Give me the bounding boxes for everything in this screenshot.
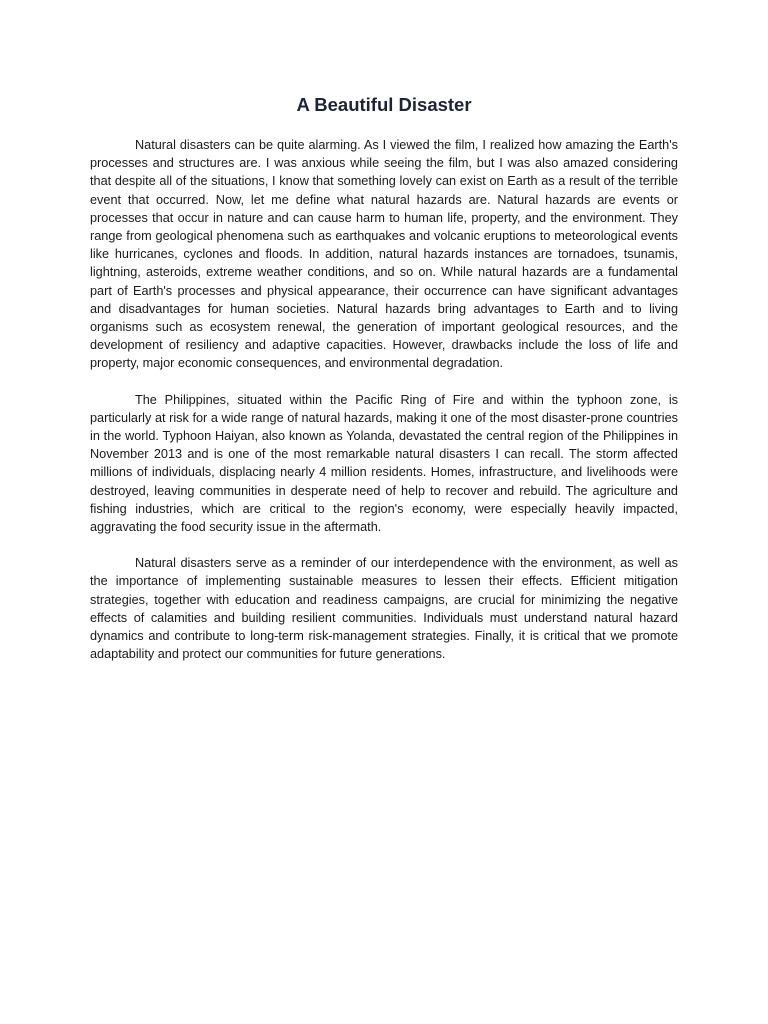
paragraph-1: Natural disasters can be quite alarming. As I viewed the film, I realized how amazing the Earth's processes and structures are. I was anxious while seeing the film, but I was also amazed considering that despite all of the situations, I know that something lovely can exist on Earth as a result of the terrible event that occurred. Now, let me define what natural hazards are. Natural hazards are events or processes that occur in nature and can cause harm to human life, property, and the environment. They range from geological phenomena such as earthquakes and volcanic eruptions to meteorological events like hurricanes, cyclones and floods. In addition, natural hazards instances are tornadoes, tsunamis, lightning, asteroids, extreme weather conditions, and so on. While natural hazards are a fundamental part of Earth's processes and physical appearance, their occurrence can have significant advantages and disadvantages for human societies. Natural hazards bring advantages to Earth and to living organisms such as ecosystem renewal, the generation of important geological resources, and the development of resiliency and adaptive capacities. However, drawbacks include the loss of life and property, major economic consequences, and environmental degradation. — [90, 138, 678, 371]
document-title: A Beautiful Disaster — [296, 94, 472, 115]
paragraph-2: The Philippines, situated within the Pacific Ring of Fire and within the typhoon zone, is particularly at risk for a wide range of natural hazards, making it one of the most disaster-prone countries in the world. Typhoon Haiyan, also known as Yolanda, devastated the central region of the Philippines in November 2013 and is one of the most remarkable natural disasters I can recall. The storm affected millions of individuals, displacing nearly 4 million residents. Homes, infrastructure, and livelihoods were destroyed, leaving communities in desperate need of help to recover and rebuild. The agriculture and fishing industries, which are critical to the region's economy, were especially heavily impacted, aggravating the food security issue in the aftermath. — [90, 392, 678, 535]
paragraph-3: Natural disasters serve as a reminder of our interdependence with the environment, as well as the importance of implementing sustainable measures to lessen their effects. Efficient mitigation strategies, together with education and readiness campaigns, are crucial for minimizing the negative effects of calamities and building resilient communities. Individuals must understand natural hazard dynamics and contribute to long-term risk-management strategies. Finally, it is critical that we promote adaptability and protect our communities for future generations. — [90, 556, 678, 662]
document-body — [90, 136, 678, 681]
